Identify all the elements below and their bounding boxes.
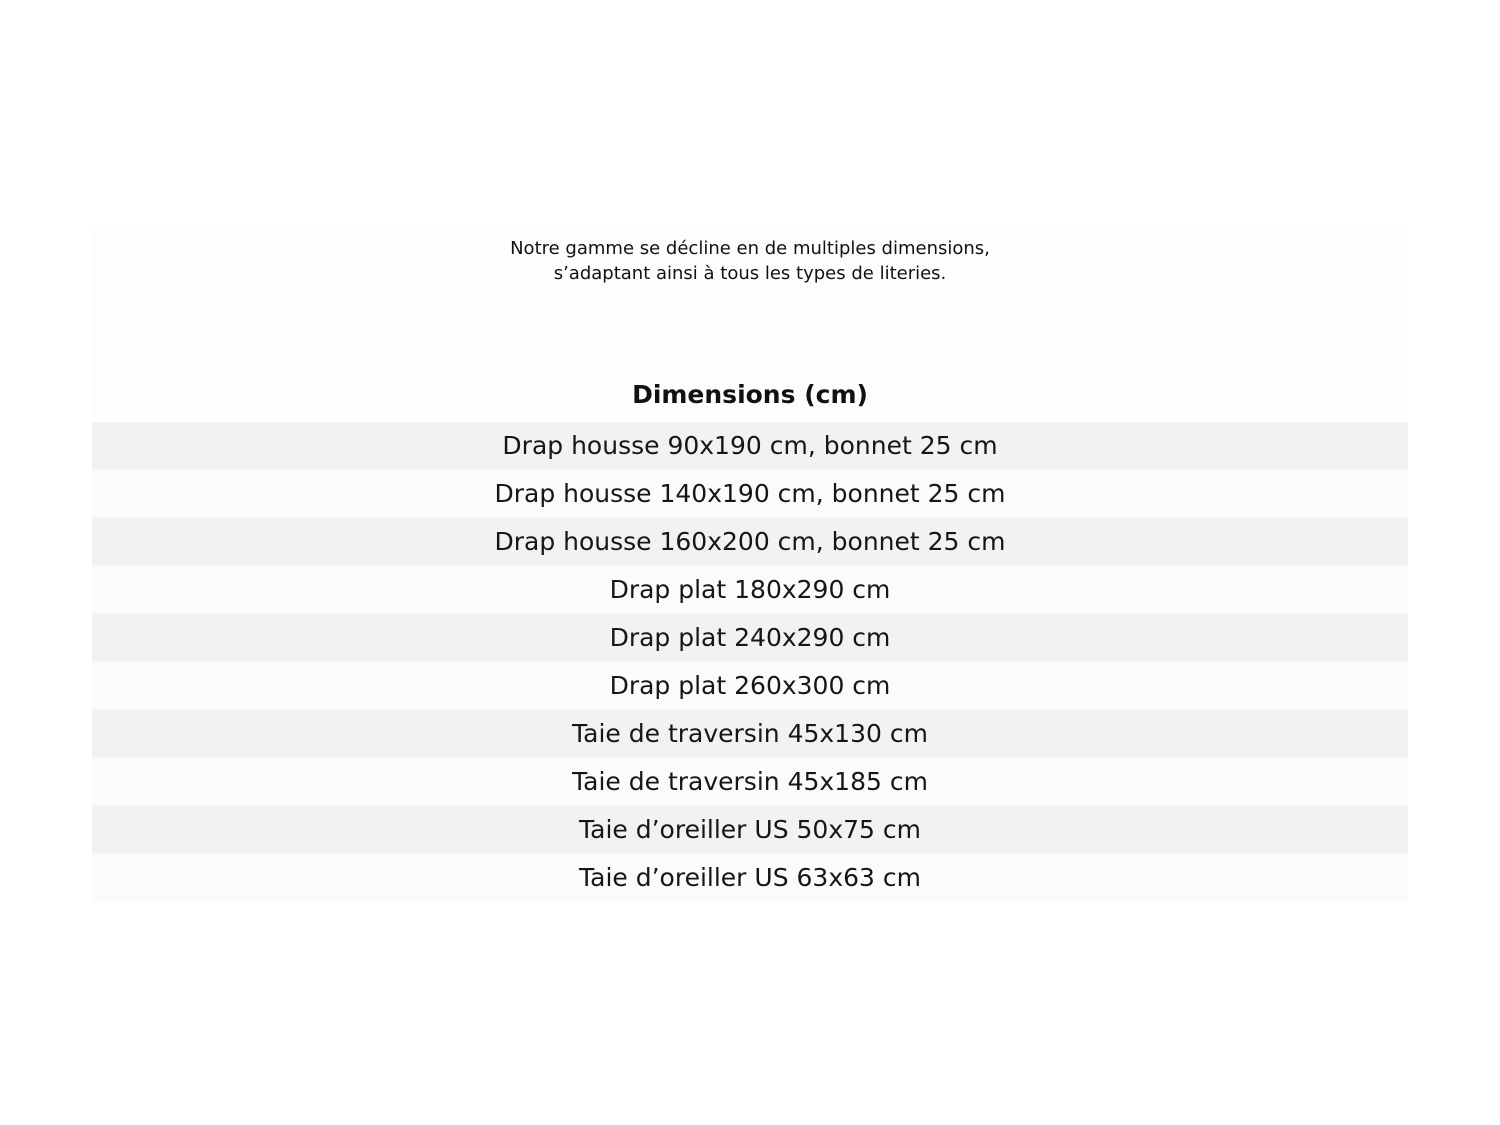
table-row: Drap housse 160x200 cm, bonnet 25 cm — [92, 518, 1408, 566]
table-row: Drap housse 140x190 cm, bonnet 25 cm — [92, 470, 1408, 518]
intro-line-2: s’adaptant ainsi à tous les types de literies. — [553, 263, 947, 284]
dimensions-table — [92, 422, 1408, 902]
dimensions-panel — [92, 230, 1408, 900]
table-row: Taie d’oreiller US 50x75 cm — [92, 806, 1408, 854]
table-row: Taie d’oreiller US 63x63 cm — [92, 854, 1408, 902]
table-row: Drap plat 240x290 cm — [92, 614, 1408, 662]
intro-text — [92, 236, 1408, 286]
table-row: Drap plat 180x290 cm — [92, 566, 1408, 614]
table-row: Drap plat 260x300 cm — [92, 662, 1408, 710]
table-header: Dimensions (cm) — [632, 380, 868, 409]
table-row: Taie de traversin 45x185 cm — [92, 758, 1408, 806]
table-row: Drap housse 90x190 cm, bonnet 25 cm — [92, 422, 1408, 470]
intro-line-1: Notre gamme se décline en de multiples dimensions, — [510, 238, 990, 259]
table-row: Taie de traversin 45x130 cm — [92, 710, 1408, 758]
